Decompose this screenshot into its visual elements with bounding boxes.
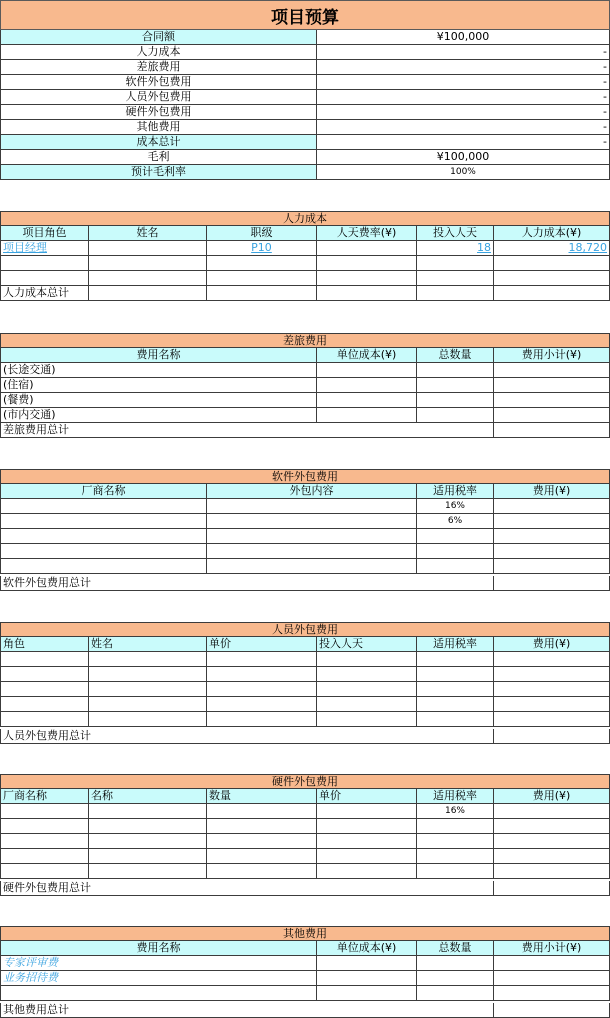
table-row[interactable]	[0, 529, 610, 544]
summary-value: -	[317, 135, 610, 150]
table-row[interactable]	[0, 271, 610, 286]
table-row[interactable]	[0, 652, 610, 667]
hardware-header-row	[0, 789, 610, 804]
cell-cost[interactable]: 18,720	[494, 241, 610, 256]
summary-label: 软件外包费用	[0, 75, 317, 90]
total-label: 差旅费用总计	[0, 423, 494, 438]
table-row[interactable]	[0, 241, 610, 256]
col-header: 费用名称	[0, 941, 317, 956]
total-label: 其他费用总计	[0, 1003, 494, 1018]
summary-row[interactable]	[0, 135, 610, 150]
table-row[interactable]	[0, 514, 610, 529]
labor-header-row	[0, 226, 610, 241]
col-header: 费用(¥)	[494, 637, 610, 652]
summary-label: 差旅费用	[0, 60, 317, 75]
other-item[interactable]: 业务招待费	[0, 971, 317, 986]
total-label: 人力成本总计	[0, 286, 89, 301]
summary-value: 100%	[317, 165, 610, 180]
col-header: 项目角色	[0, 226, 89, 241]
col-header: 单价	[207, 637, 317, 652]
section-header-staff: 人员外包费用	[0, 622, 610, 637]
cell-rate[interactable]: 6%	[417, 514, 494, 529]
col-header: 费用(¥)	[494, 484, 610, 499]
summary-label: 其他费用	[0, 120, 317, 135]
summary-value: -	[317, 60, 610, 75]
cell-rate[interactable]: 16%	[417, 804, 494, 819]
summary-value: -	[317, 45, 610, 60]
cell-days[interactable]: 18	[417, 241, 494, 256]
table-row[interactable]	[0, 682, 610, 697]
cell-role[interactable]: 项目经理	[0, 241, 89, 256]
col-header: 职级	[207, 226, 317, 241]
col-header: 厂商名称	[0, 789, 89, 804]
section-header-software: 软件外包费用	[0, 469, 610, 484]
summary-label: 硬件外包费用	[0, 105, 317, 120]
col-header: 角色	[0, 637, 89, 652]
sheet-title: 项目预算	[0, 0, 610, 30]
hardware-total-row[interactable]	[0, 881, 610, 896]
table-row[interactable]	[0, 544, 610, 559]
col-header: 费用小计(¥)	[494, 348, 610, 363]
table-row[interactable]	[0, 363, 610, 378]
staff-header-row	[0, 637, 610, 652]
cell-level[interactable]: P10	[207, 241, 317, 256]
table-row[interactable]	[0, 378, 610, 393]
col-header: 名称	[89, 789, 207, 804]
table-row[interactable]	[0, 986, 610, 1001]
other-total-row[interactable]	[0, 1003, 610, 1018]
table-row[interactable]	[0, 393, 610, 408]
col-header: 总数量	[417, 941, 494, 956]
section-header-hardware: 硬件外包费用	[0, 774, 610, 789]
travel-item[interactable]: (餐费)	[0, 393, 317, 408]
col-header: 单位成本(¥)	[317, 348, 417, 363]
summary-value: -	[317, 75, 610, 90]
summary-row[interactable]	[0, 45, 610, 60]
summary-row[interactable]	[0, 90, 610, 105]
col-header: 总数量	[417, 348, 494, 363]
section-header-travel: 差旅费用	[0, 333, 610, 348]
table-row[interactable]	[0, 971, 610, 986]
col-header: 外包内容	[207, 484, 417, 499]
col-header: 单位成本(¥)	[317, 941, 417, 956]
cell[interactable]	[89, 241, 207, 256]
section-header-labor: 人力成本	[0, 211, 610, 226]
software-total-row[interactable]	[0, 576, 610, 591]
summary-label: 预计毛利率	[0, 165, 317, 180]
summary-row[interactable]	[0, 165, 610, 180]
total-label: 硬件外包费用总计	[0, 881, 494, 896]
col-header: 适用税率	[417, 484, 494, 499]
col-header: 费用小计(¥)	[494, 941, 610, 956]
col-header: 人天费率(¥)	[317, 226, 417, 241]
labor-total-row[interactable]	[0, 286, 610, 301]
table-row[interactable]	[0, 864, 610, 879]
travel-header-row	[0, 348, 610, 363]
table-row[interactable]	[0, 956, 610, 971]
travel-item[interactable]: (住宿)	[0, 378, 317, 393]
table-row[interactable]	[0, 712, 610, 727]
col-header: 投入人天	[317, 637, 417, 652]
summary-value: ¥100,000	[317, 150, 610, 165]
summary-label: 人员外包费用	[0, 90, 317, 105]
cell-rate[interactable]: 16%	[417, 499, 494, 514]
summary-row[interactable]	[0, 105, 610, 120]
col-header: 姓名	[89, 226, 207, 241]
travel-total-row[interactable]	[0, 423, 610, 438]
summary-row[interactable]	[0, 30, 610, 45]
summary-row[interactable]	[0, 75, 610, 90]
travel-item[interactable]: (市内交通)	[0, 408, 317, 423]
travel-item[interactable]: (长途交通)	[0, 363, 317, 378]
table-row[interactable]	[0, 559, 610, 574]
col-header: 适用税率	[417, 637, 494, 652]
col-header: 投入人天	[417, 226, 494, 241]
table-row[interactable]	[0, 849, 610, 864]
summary-value: -	[317, 120, 610, 135]
software-header-row	[0, 484, 610, 499]
other-header-row	[0, 941, 610, 956]
table-row[interactable]	[0, 804, 610, 819]
table-row[interactable]	[0, 819, 610, 834]
col-header: 人力成本(¥)	[494, 226, 610, 241]
col-header: 费用名称	[0, 348, 317, 363]
table-row[interactable]	[0, 667, 610, 682]
summary-row[interactable]	[0, 60, 610, 75]
col-header: 适用税率	[417, 789, 494, 804]
cell[interactable]	[317, 241, 417, 256]
section-header-other: 其他费用	[0, 926, 610, 941]
total-label: 软件外包费用总计	[0, 576, 494, 591]
total-label: 人员外包费用总计	[0, 729, 494, 744]
col-header: 厂商名称	[0, 484, 207, 499]
table-row[interactable]	[0, 697, 610, 712]
other-item[interactable]: 专家评审费	[0, 956, 317, 971]
summary-row[interactable]	[0, 120, 610, 135]
staff-total-row[interactable]	[0, 729, 610, 744]
table-row[interactable]	[0, 499, 610, 514]
summary-value: -	[317, 105, 610, 120]
summary-value: ¥100,000	[317, 30, 610, 45]
table-row[interactable]	[0, 834, 610, 849]
summary-label: 合同额	[0, 30, 317, 45]
summary-label: 毛利	[0, 150, 317, 165]
summary-label: 成本总计	[0, 135, 317, 150]
table-row[interactable]	[0, 408, 610, 423]
col-header: 单价	[317, 789, 417, 804]
summary-value: -	[317, 90, 610, 105]
col-header: 费用(¥)	[494, 789, 610, 804]
summary-row[interactable]	[0, 150, 610, 165]
table-row[interactable]	[0, 256, 610, 271]
col-header: 数量	[207, 789, 317, 804]
summary-label: 人力成本	[0, 45, 317, 60]
col-header: 姓名	[89, 637, 207, 652]
